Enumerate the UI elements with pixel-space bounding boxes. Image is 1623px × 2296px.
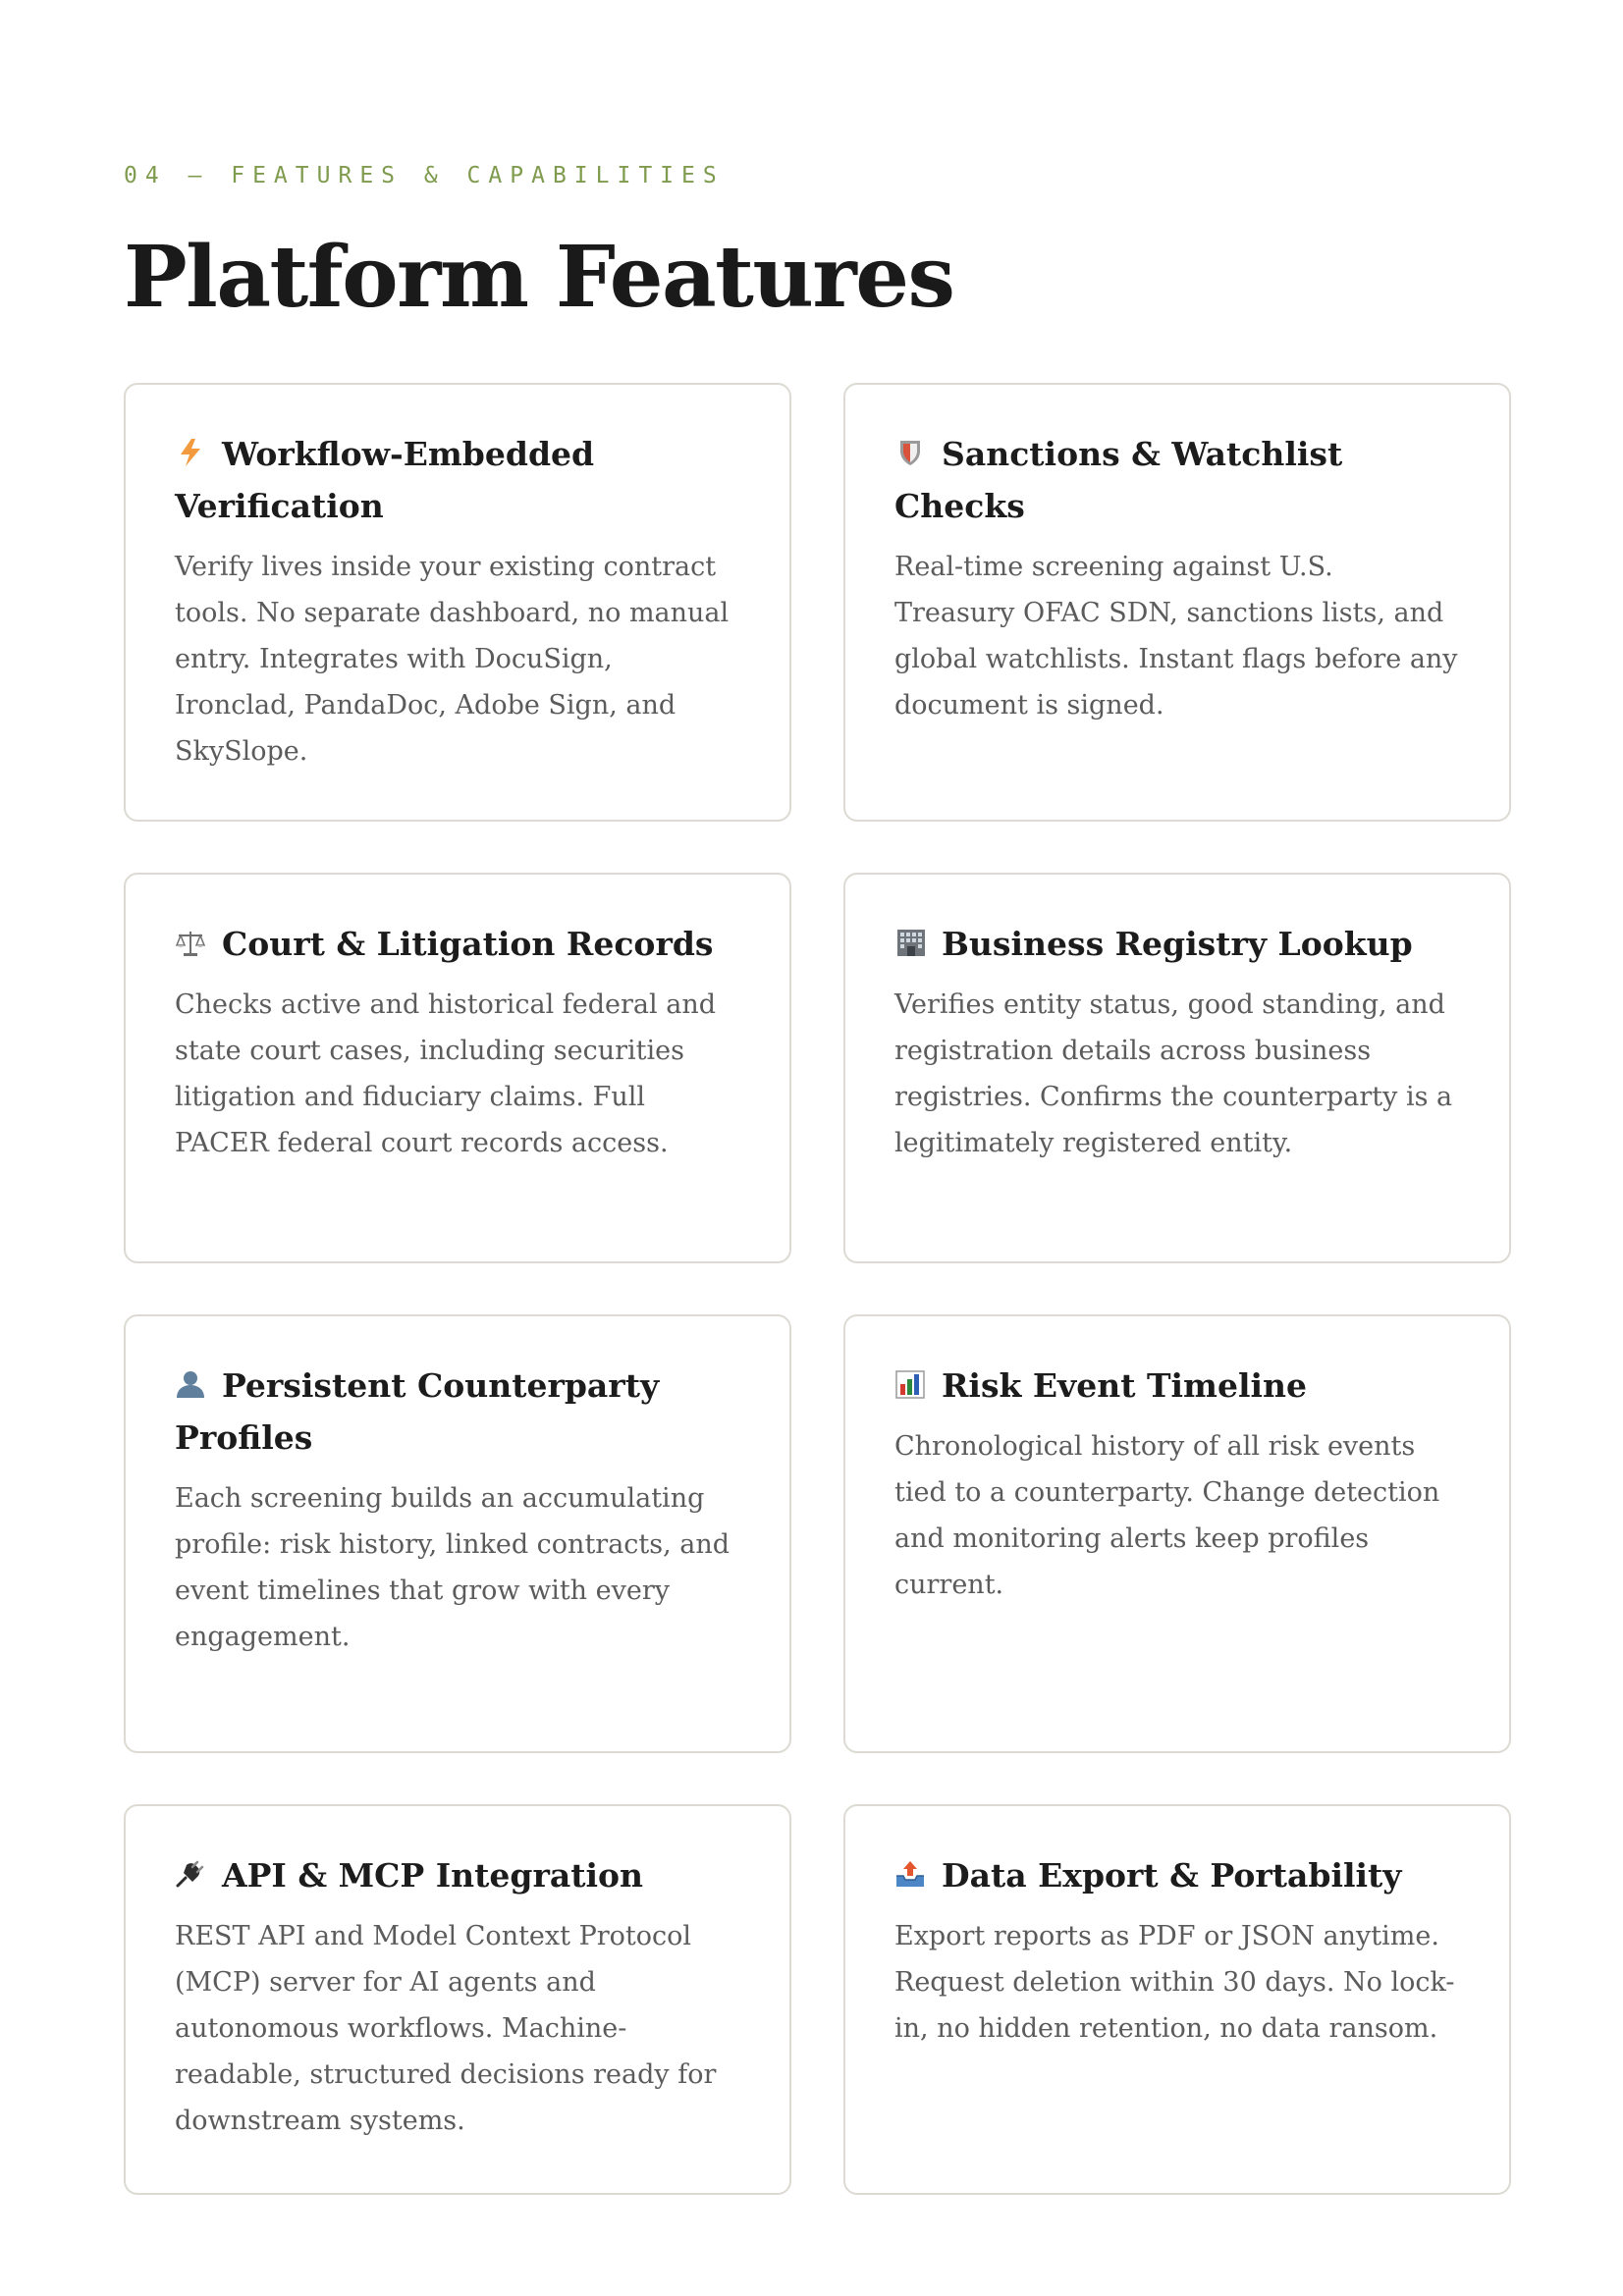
feature-title-text: Court & Litigation Records — [222, 925, 714, 963]
feature-card-court-records — [124, 873, 791, 1263]
person-icon — [175, 1369, 208, 1399]
feature-description: REST API and Model Context Protocol (MCP) server for AI agents and autonomous workflows. Machine-readable, structured decisions ready for downstream systems. — [175, 1921, 717, 2136]
feature-description: Each screening builds an accumulating profile: risk history, linked contracts, and event timelines that grow with every engagement. — [175, 1483, 730, 1652]
outbox-tray-icon — [894, 1859, 928, 1889]
feature-title — [894, 918, 1460, 970]
page-title: Platform Features — [124, 228, 954, 327]
feature-card-workflow-verification — [124, 383, 791, 822]
feature-title — [175, 1849, 740, 1901]
feature-title-text: Sanctions & Watchlist Checks — [894, 435, 1343, 525]
feature-description: Verifies entity status, good standing, and registration details across business registries. Confirms the counterparty is a legitimately registered entity. — [894, 989, 1453, 1158]
feature-title — [175, 1360, 740, 1464]
feature-card-business-registry — [843, 873, 1511, 1263]
scales-icon — [175, 928, 208, 957]
feature-title — [894, 428, 1460, 532]
lightning-icon — [175, 438, 208, 467]
plug-icon — [175, 1859, 208, 1889]
feature-title — [894, 1849, 1460, 1901]
feature-title — [175, 428, 740, 532]
feature-description: Chronological history of all risk events tied to a counterparty. Change detection and monitoring alerts keep profiles current. — [894, 1431, 1440, 1600]
feature-title-text: Risk Event Timeline — [942, 1366, 1308, 1405]
feature-title-text: Persistent Counterparty Profiles — [175, 1366, 660, 1457]
feature-description: Verify lives inside your existing contract tools. No separate dashboard, no manual entry. Integrates with DocuSign, Ironclad, PandaDoc, Adobe Sign, and SkySlope. — [175, 552, 730, 767]
shield-icon — [894, 438, 928, 467]
bar-chart-icon — [894, 1369, 928, 1399]
feature-description: Real-time screening against U.S. Treasury OFAC SDN, sanctions lists, and global watchlists. Instant flags before any document is signed. — [894, 552, 1458, 721]
feature-card-sanctions — [843, 383, 1511, 822]
feature-title-text: API & MCP Integration — [222, 1856, 644, 1895]
feature-title-text: Data Export & Portability — [942, 1856, 1402, 1895]
feature-title — [894, 1360, 1460, 1412]
feature-card-api-integration — [124, 1804, 791, 2195]
feature-card-data-export — [843, 1804, 1511, 2195]
feature-description: Checks active and historical federal and state court cases, including securities litigation and fiduciary claims. Full PACER federal court records access. — [175, 989, 717, 1158]
feature-title-text: Workflow-Embedded Verification — [175, 435, 595, 525]
feature-title-text: Business Registry Lookup — [942, 925, 1413, 963]
office-building-icon — [894, 928, 928, 957]
feature-card-counterparty-profiles — [124, 1314, 791, 1753]
feature-card-risk-timeline — [843, 1314, 1511, 1753]
feature-title — [175, 918, 740, 970]
feature-description: Export reports as PDF or JSON anytime. Request deletion within 30 days. No lock-in, no hidden retention, no data ransom. — [894, 1921, 1455, 2044]
section-eyebrow: 04 — FEATURES & CAPABILITIES — [124, 163, 725, 188]
feature-grid — [124, 383, 1511, 2195]
